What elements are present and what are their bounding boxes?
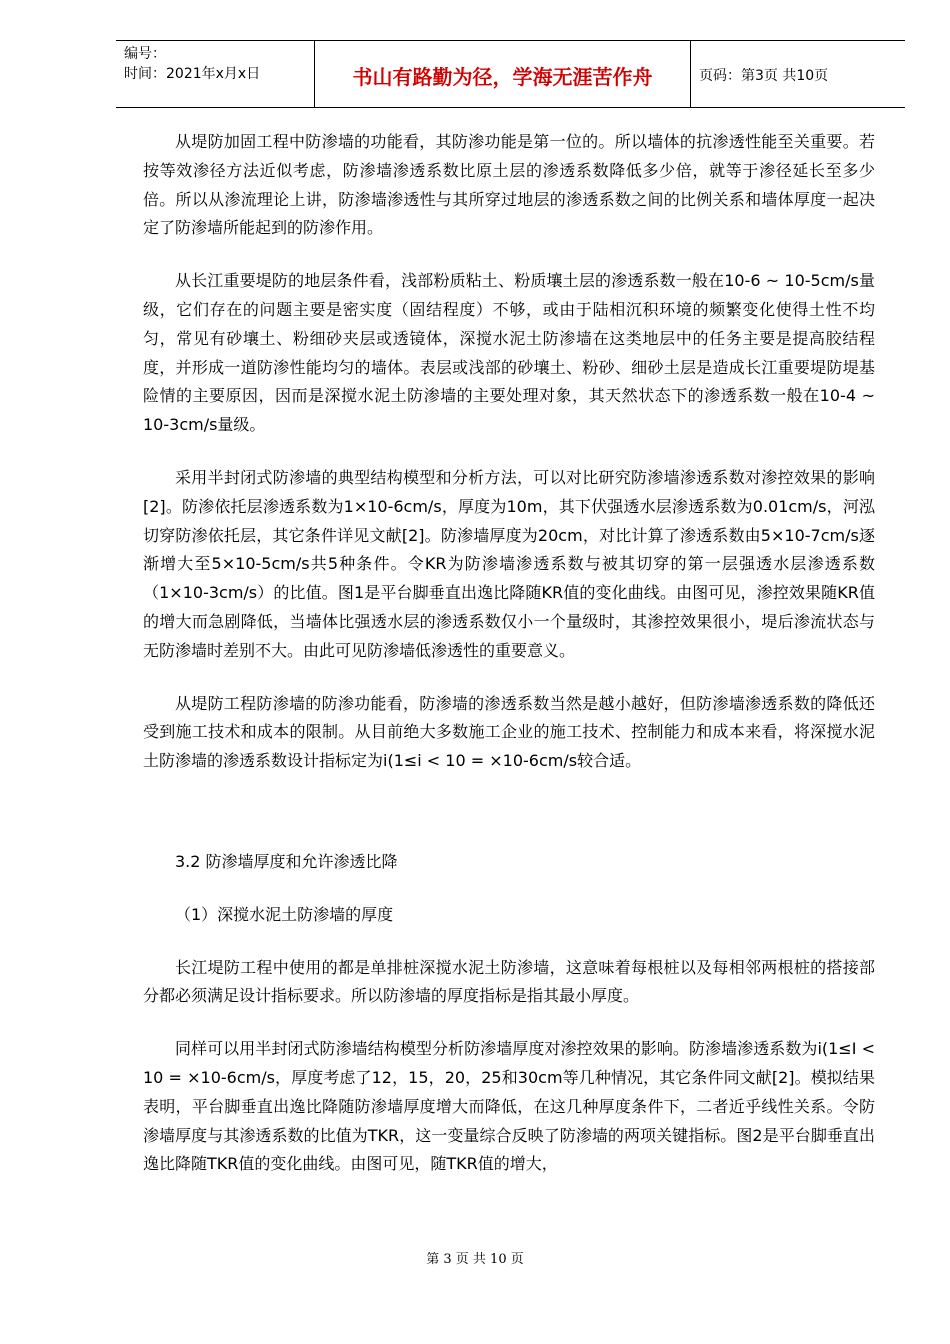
section-spacer (143, 800, 875, 848)
paragraph: 同样可以用半封闭式防渗墙结构模型分析防渗墙厚度对渗控效果的影响。防渗墙渗透系数为i(1≤I < 10 = ×10-6cm/s，厚度考虑了12，15，20，25和30cm等几种情况，其它条件同文献[2]。模拟结果表明，平台脚垂直出逸比降随防渗墙厚度增大而降低，在这几种厚度条件下，二者近乎线性关系。令防渗墙厚度与其渗透系数的比值为TKR，这一变量综合反映了防渗墙的两项关键指标。图2是平台脚垂直出逸比降随TKR值的变化曲线。由图可见，随TKR值的增大， (143, 1039, 875, 1174)
paragraph: 从堤防工程防渗墙的防渗功能看，防渗墙的渗透系数当然是越小越好，但防渗墙渗透系数的降低还受到施工技术和成本的限制。从目前绝大多数施工企业的施工技术、控制能力和成本来看，将深搅水泥土防渗墙的渗透系数设计指标定为i(1≤i < 10 = ×10-6cm/s较合适。 (143, 693, 875, 771)
paragraph: 从堤防加固工程中防渗墙的功能看，其防渗功能是第一位的。所以墙体的抗渗透性能至关重要。若按等效渗径方法近似考虑，防渗墙渗透系数比原土层的渗透系数降低多少倍，就等于渗径延长至多少倍。所以从渗流理论上讲，防渗墙渗透性与其所穿过地层的渗透系数之间的比例关系和墙体厚度一起决定了防渗墙所能起到的防渗作用。 (143, 132, 875, 238)
paragraph: 长江堤防工程中使用的都是单排桩深搅水泥土防渗墙，这意味着每根桩以及每相邻两根桩的搭接部分都必须满足设计指标要求。所以防渗墙的厚度指标是指其最小厚度。 (143, 957, 875, 1006)
header-page-info: 页码：第3页 共10页 (699, 68, 829, 84)
page-header (116, 40, 905, 108)
document-body (143, 128, 875, 1203)
header-meta-cell (116, 41, 315, 107)
paragraph: 采用半封闭式防渗墙的典型结构模型和分析方法，可以对比研究防渗墙渗透系数对渗控效果的影响[2]。防渗依托层渗透系数为1×10-6cm/s，厚度为10m，其下伏强透水层渗透系数为0.01cm/s，河泓切穿防渗依托层，其它条件详见文献[2]。防渗墙厚度为20cm，对比计算了渗透系数由5×10-7cm/s逐渐增大至5×10-5cm/s共5种条件。令KR为防渗墙渗透系数与被其切穿的第一层强透水层渗透系数（1×10-3cm/s）的比值。图1是平台脚垂直出逸比降随KR值的变化曲线。由图可见，渗控效果随KR值的增大而急剧降低，当墙体比强透水层的渗透系数仅小一个量级时，其渗控效果很小，堤后渗流状态与无防渗墙时差别不大。由此可见防渗墙低渗透性的重要意义。 (143, 467, 875, 660)
document-number-label: 编号： (124, 46, 166, 62)
document-time-label: 时间：2021年x月x日 (124, 66, 261, 82)
page-footer: 第 3 页 共 10 页 (426, 1252, 524, 1267)
header-motto-cell (315, 41, 691, 107)
paragraph: 从长江重要堤防的地层条件看，浅部粉质粘土、粉质壤土层的渗透系数一般在10-6 ~ 10-5cm/s量级，它们存在的问题主要是密实度（固结程度）不够，或由于陆相沉积环境的频繁变化使得土性不均匀，常见有砂壤土、粉细砂夹层或透镜体，深搅水泥土防渗墙在这类地层中的任务主要是提高胶结程度，并形成一道防渗性能均匀的墙体。表层或浅部的砂壤土、粉砂、细砂土层是造成长江重要堤防堤基险情的主要原因，因而是深搅水泥土防渗墙的主要处理对象，其天然状态下的渗透系数一般在10-4 ~ 10-3cm/s量级。 (143, 271, 875, 435)
header-motto: 书山有路勤为径，学海无涯苦作舟 (352, 65, 653, 89)
sub-heading: （1）深搅水泥土防渗墙的厚度 (175, 904, 394, 924)
header-page-cell (691, 41, 905, 107)
section-heading: 3.2 防渗墙厚度和允许渗透比降 (175, 851, 398, 871)
